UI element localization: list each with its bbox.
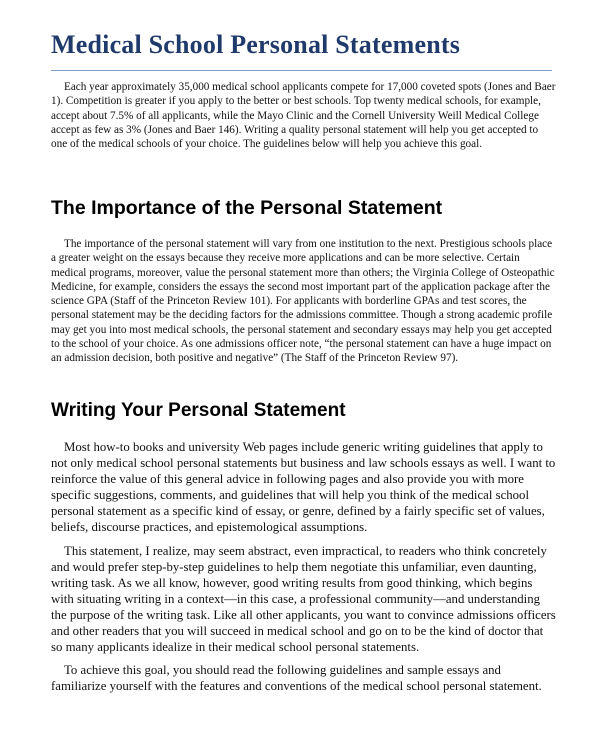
section-heading-importance: The Importance of the Personal Statement <box>51 197 443 219</box>
intro-paragraph: Each year approximately 35,000 medical school applicants compete for 17,000 coveted spots (Jones and Baer 1). Competition is greater if you apply to the better or best schools. Top twenty medical schools, for example, accept about 7.5% of all applicants, while the Mayo Clinic and the Cornell University Weill Medical College accept as few as 3% (Jones and Baer 146). Writing a quality personal statement will help you get accepted to one of the medical schools of your choice. The guidelines below will help you achieve this goal. <box>51 81 556 151</box>
writing-paragraph-1: Most how-to books and university Web pages include generic writing guidelines that apply to not only medical school personal statements but business and law schools essays as well. I want to reinforce the value of this general advice in following pages and also provide you with more specific suggestions, comments, and guidelines that will help you think of the medical school personal statement as a specific kind of essay, or genre, defined by a fairly specific set of values, beliefs, discourse practices, and epistemological assumptions. <box>51 440 556 534</box>
writing-paragraph-3: To achieve this goal, you should read the following guidelines and sample essays and familiarize yourself with the features and conventions of the medical school personal statement. <box>51 663 542 693</box>
document-title: Medical School Personal Statements <box>51 30 461 59</box>
writing-paragraph-2: This statement, I realize, may seem abstract, even impractical, to readers who think concretely and would prefer step-by-step guidelines to help them negotiate this unfamiliar, even daunting, writing task. As we all know, however, good writing results from good thinking, which begins with situating writing in a context—in this case, a professional community—and understanding the purpose of the writing task. Like all other applicants, you want to convince admissions officers and other readers that you will succeed in medical school and go on to be the kind of doctor that so many applicants idealize in their medical school personal statements. <box>51 544 556 654</box>
section-heading-writing: Writing Your Personal Statement <box>51 400 346 421</box>
title-underline <box>51 70 552 71</box>
importance-paragraph: The importance of the personal statement will vary from one institution to the next. Prestigious schools place a greater weight on the essays because they receive more applications and can be more selective. Certain medical programs, moreover, value the personal statement more than others; the Virginia College of Osteopathic Medicine, for example, considers the essays the second most important part of the application package after the science GPA (Staff of the Princeton Review 101). For applicants with borderline GPAs and test scores, the personal statement may be the deciding factors for the admissions committee. Though a strong academic profile may get you into most medical schools, the personal statement and secondary essays may help you get accepted to the school of your choice. As one admissions officer note, “the personal statement can have a huge impact on an admission decision, both positive and negative” (The Staff of the Princeton Review 97). <box>51 238 555 365</box>
